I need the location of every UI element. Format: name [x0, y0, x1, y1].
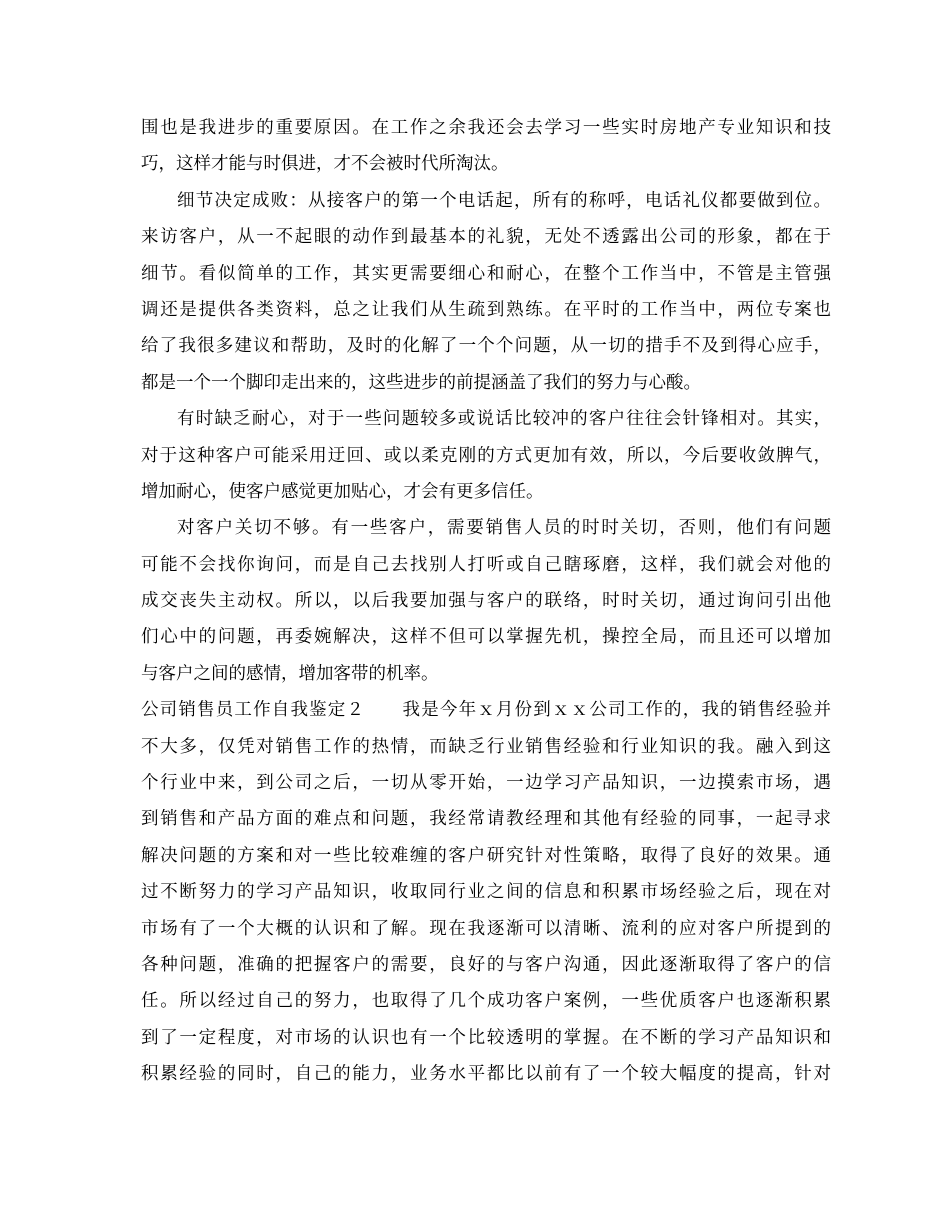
text-line: 增加耐心，使客户感觉更加贴心，才会有更多信任。 — [141, 481, 544, 502]
text-line: 过不断努力的学习产品知识，收取同行业之间的信息和积累市场经验之后，现在对 — [141, 882, 831, 903]
text-line: 都是一个一个脚印走出来的，这些进步的前提涵盖了我们的努力与心酸。 — [141, 372, 701, 393]
text-line: 细节决定成败：从接客户的第一个电话起，所有的称呼，电话礼仪都要做到位。 — [177, 190, 831, 211]
text-line: 积累经验的同时，自己的能力，业务水平都比以前有了一个较大幅度的提高，针对 — [141, 1064, 831, 1085]
text-line: 不大多，仅凭对销售工作的热情，而缺乏行业销售经验和行业知识的我。融入到这 — [141, 736, 831, 757]
text-line: 到了一定程度，对市场的认识也有一个比较透明的掌握。在不断的学习产品知识和 — [141, 1027, 831, 1048]
text-line: 给了我很多建议和帮助，及时的化解了一个个问题，从一切的措手不及到得心应手， — [141, 336, 831, 357]
text-line: 公司销售员工作自我鉴定２ 我是今年ｘ月份到ｘｘ公司工作的，我的销售经验并 — [141, 700, 831, 721]
text-line: 调还是提供各类资料，总之让我们从生疏到熟练。在平时的工作当中，两位专案也 — [141, 299, 831, 320]
text-line: 解决问题的方案和对一些比较难缠的客户研究针对性策略，取得了良好的效果。通 — [141, 845, 831, 866]
text-line: 来访客户，从一不起眼的动作到最基本的礼貌，无处不透露出公司的形象，都在于 — [141, 227, 831, 248]
text-line: 个行业中来，到公司之后，一切从零开始，一边学习产品知识，一边摸索市场，遇 — [141, 773, 831, 794]
text-line: 各种问题，准确的把握客户的需要，良好的与客户沟通，因此逐渐取得了客户的信 — [141, 954, 831, 975]
text-line: 到销售和产品方面的难点和问题，我经常请教经理和其他有经验的同事，一起寻求 — [141, 809, 831, 830]
document-body — [141, 110, 831, 1093]
text-line: 巧，这样才能与时俱进，才不会被时代所淘汰。 — [141, 154, 509, 175]
text-line: 成交丧失主动权。所以，以后我要加强与客户的联络，时时关切，通过询问引出他 — [141, 591, 831, 612]
text-line: 对客户关切不够。有一些客户，需要销售人员的时时关切，否则，他们有问题 — [177, 518, 831, 539]
text-line: 可能不会找你询问，而是自己去找别人打听或自己瞎琢磨，这样，我们就会对他的 — [141, 554, 831, 575]
text-line: 细节。看似简单的工作，其实更需要细心和耐心，在整个工作当中，不管是主管强 — [141, 263, 831, 284]
text-line: 市场有了一个大概的认识和了解。现在我逐渐可以清晰、流利的应对客户所提到的 — [141, 918, 831, 939]
text-line: 对于这种客户可能采用迂回、或以柔克刚的方式更加有效，所以，今后要收敛脾气， — [141, 445, 831, 466]
text-line: 与客户之间的感情，增加客带的机率。 — [141, 663, 439, 684]
text-line: 有时缺乏耐心，对于一些问题较多或说话比较冲的客户往往会针锋相对。其实， — [177, 409, 831, 430]
text-line: 任。所以经过自己的努力，也取得了几个成功客户案例，一些优质客户也逐渐积累 — [141, 991, 831, 1012]
text-line: 们心中的问题，再委婉解决，这样不但可以掌握先机，操控全局，而且还可以增加 — [141, 627, 831, 648]
text-line: 围也是我进步的重要原因。在工作之余我还会去学习一些实时房地产专业知识和技 — [141, 118, 831, 138]
